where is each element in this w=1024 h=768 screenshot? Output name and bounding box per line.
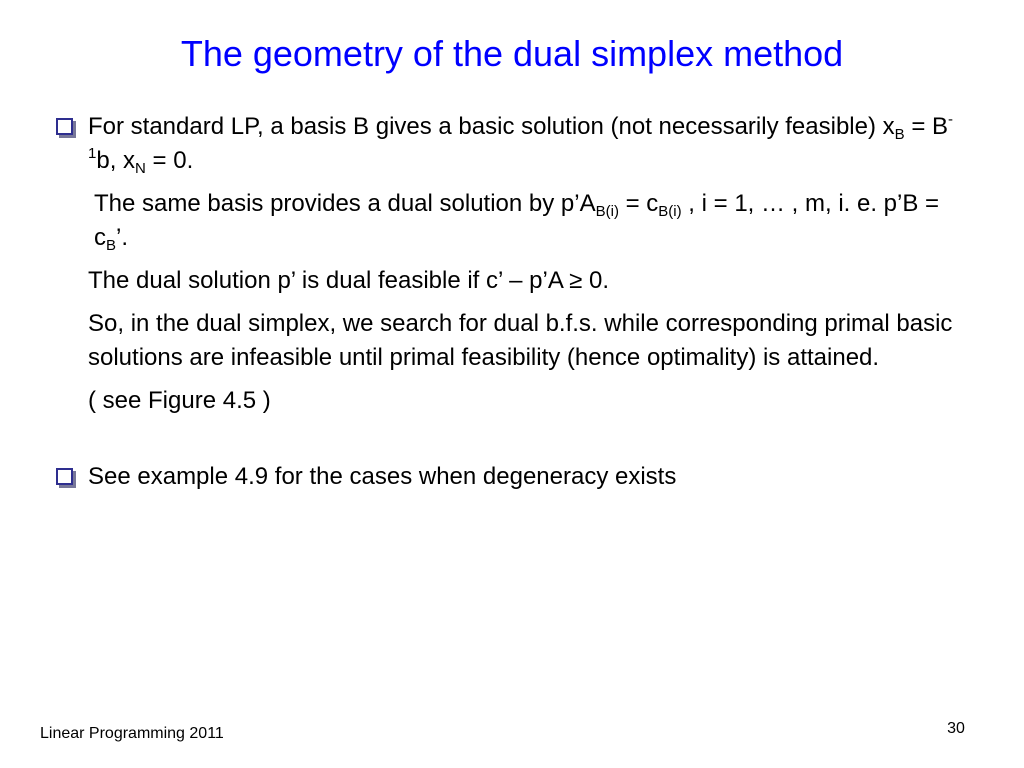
bullet-item-basis bbox=[54, 110, 979, 418]
bullet-item-degeneracy bbox=[54, 460, 979, 494]
bullet-1-text: For standard LP, a basis B gives a basic solution (not necessarily feasible) $x_B = B^{-1}b$, $x_N = 0$. bbox=[88, 111, 954, 177]
page-number: 30 bbox=[947, 720, 965, 737]
slide-body bbox=[54, 110, 979, 494]
bullet-2-text: See example 4.9 for the cases when degeneracy exists bbox=[88, 463, 677, 490]
paragraph-figure-reference: ( see Figure 4.5 ) bbox=[88, 387, 271, 414]
slide-title: The geometry of the dual simplex method bbox=[180, 33, 844, 74]
square-bullet-icon bbox=[56, 468, 73, 485]
greater-equal-symbol: ≥ bbox=[569, 267, 583, 294]
square-bullet-icon bbox=[56, 118, 73, 135]
footer-course-title: Linear Programming 2011 bbox=[40, 725, 224, 742]
paragraph-dual-feasible: The dual solution p’ is dual feasible if c’ – p’A ≥ 0. bbox=[88, 267, 610, 294]
paragraph-dual-simplex-search: So, in the dual simplex, we search for dual b.f.s. while corresponding primal basic solutions are infeasible until primal feasibility (hence optimality) is attained. bbox=[88, 310, 953, 371]
paragraph-dual-solution: The same basis provides a dual solution by $p’A_{B(i)} = c_{B(i)}$ , i = 1, … , m, i. e. p’B = $c_B$’. bbox=[94, 190, 940, 254]
